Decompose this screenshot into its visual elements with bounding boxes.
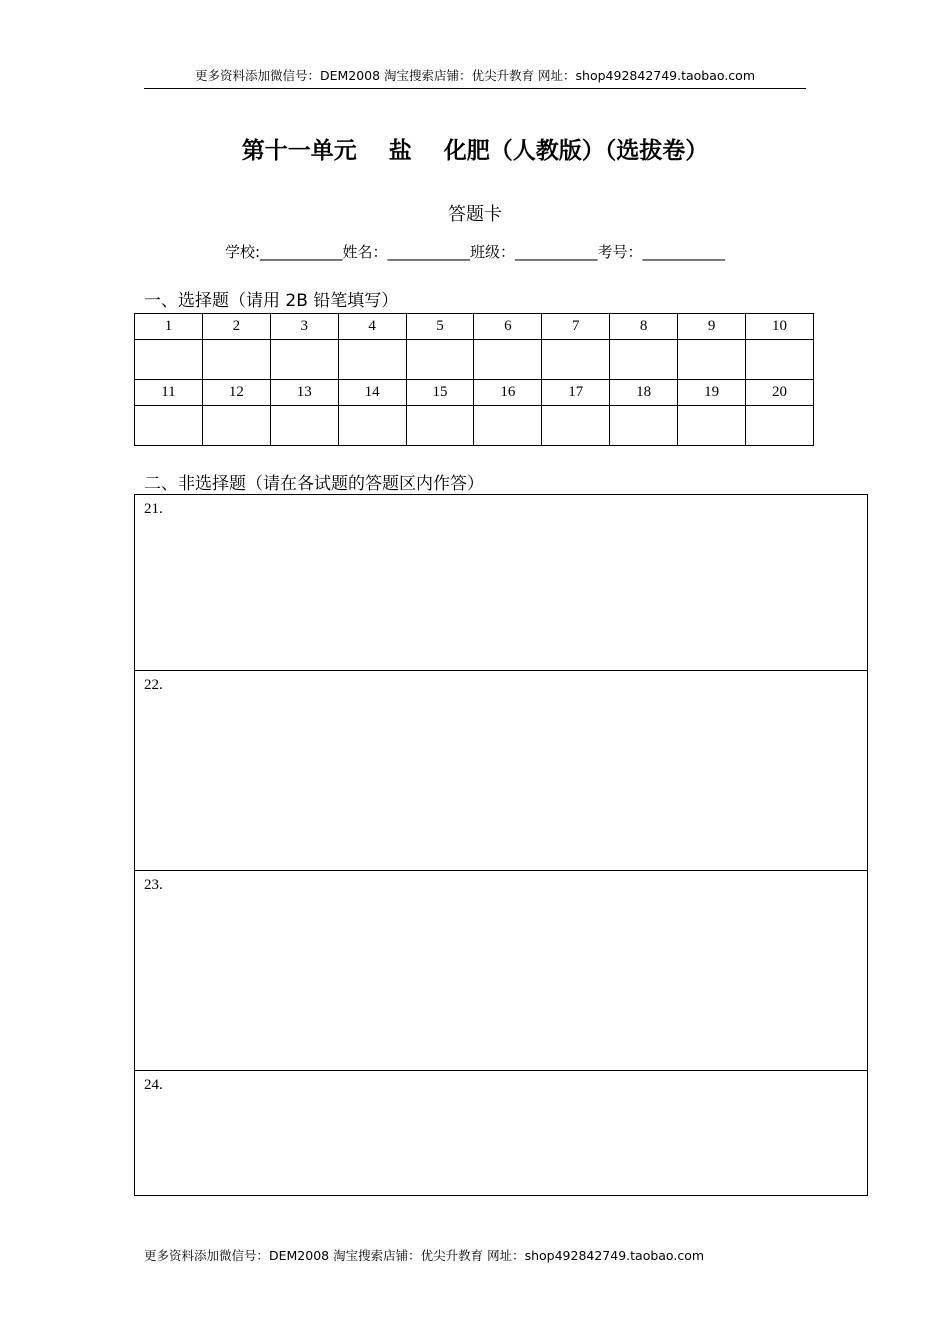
- answer-cell[interactable]: [270, 406, 338, 446]
- answer-cell[interactable]: [406, 340, 474, 380]
- question-number-cell: 1: [135, 314, 203, 340]
- question-number-cell: 20: [746, 380, 814, 406]
- answer-box-22[interactable]: [135, 671, 867, 871]
- question-number-cell: 5: [406, 314, 474, 340]
- answer-cell[interactable]: [610, 406, 678, 446]
- answer-cell[interactable]: [746, 406, 814, 446]
- question-number-cell: 15: [406, 380, 474, 406]
- answer-cell[interactable]: [270, 340, 338, 380]
- question-number-cell: 17: [542, 380, 610, 406]
- page-header: 更多资料添加微信号：DEM2008 淘宝搜索店铺：优尖升教育 网址：shop492842749.taobao.com: [144, 66, 806, 89]
- answer-card-subtitle: 答题卡: [448, 204, 502, 225]
- section-open-questions-title: 二、非选择题（请在各试题的答题区内作答）: [144, 474, 484, 494]
- answer-cell[interactable]: [542, 340, 610, 380]
- multiple-choice-grid: [134, 313, 814, 446]
- question-number-row: [135, 380, 814, 406]
- answer-box-24[interactable]: [135, 1071, 867, 1195]
- answer-cell[interactable]: [135, 340, 203, 380]
- question-label: 22.: [144, 677, 163, 693]
- question-number-cell: 10: [746, 314, 814, 340]
- question-number-row: [135, 314, 814, 340]
- document-title: 第十一单元 盐 化肥（人教版）（选拔卷）: [241, 138, 709, 164]
- student-info-line: 学校:___________姓名：___________班级：___________考号：___________: [224, 243, 726, 261]
- question-number-cell: 9: [678, 314, 746, 340]
- open-answer-area: [134, 494, 868, 1196]
- question-number-cell: 6: [474, 314, 542, 340]
- question-number-cell: 13: [270, 380, 338, 406]
- answer-cell[interactable]: [406, 406, 474, 446]
- answer-cell[interactable]: [542, 406, 610, 446]
- question-number-cell: 7: [542, 314, 610, 340]
- answer-cell[interactable]: [135, 406, 203, 446]
- answer-cell[interactable]: [678, 340, 746, 380]
- question-number-cell: 2: [202, 314, 270, 340]
- section-multiple-choice-title: 一、选择题（请用 2B 铅笔填写）: [144, 291, 399, 311]
- answer-row: [135, 340, 814, 380]
- question-label: 23.: [144, 877, 163, 893]
- page-footer: 更多资料添加微信号：DEM2008 淘宝搜索店铺：优尖升教育 网址：shop492842749.taobao.com: [144, 1248, 705, 1263]
- answer-cell[interactable]: [746, 340, 814, 380]
- question-label: 21.: [144, 501, 163, 517]
- answer-cell[interactable]: [338, 340, 406, 380]
- question-number-cell: 12: [202, 380, 270, 406]
- answer-cell[interactable]: [610, 340, 678, 380]
- question-number-cell: 16: [474, 380, 542, 406]
- question-number-cell: 11: [135, 380, 203, 406]
- answer-cell[interactable]: [474, 340, 542, 380]
- question-number-cell: 19: [678, 380, 746, 406]
- answer-row: [135, 406, 814, 446]
- answer-cell[interactable]: [202, 340, 270, 380]
- question-number-cell: 3: [270, 314, 338, 340]
- answer-cell[interactable]: [338, 406, 406, 446]
- answer-cell[interactable]: [202, 406, 270, 446]
- question-number-cell: 18: [610, 380, 678, 406]
- question-number-cell: 14: [338, 380, 406, 406]
- answer-box-21[interactable]: [135, 495, 867, 671]
- answer-box-23[interactable]: [135, 871, 867, 1071]
- question-number-cell: 8: [610, 314, 678, 340]
- question-label: 24.: [144, 1077, 163, 1093]
- answer-cell[interactable]: [474, 406, 542, 446]
- question-number-cell: 4: [338, 314, 406, 340]
- answer-cell[interactable]: [678, 406, 746, 446]
